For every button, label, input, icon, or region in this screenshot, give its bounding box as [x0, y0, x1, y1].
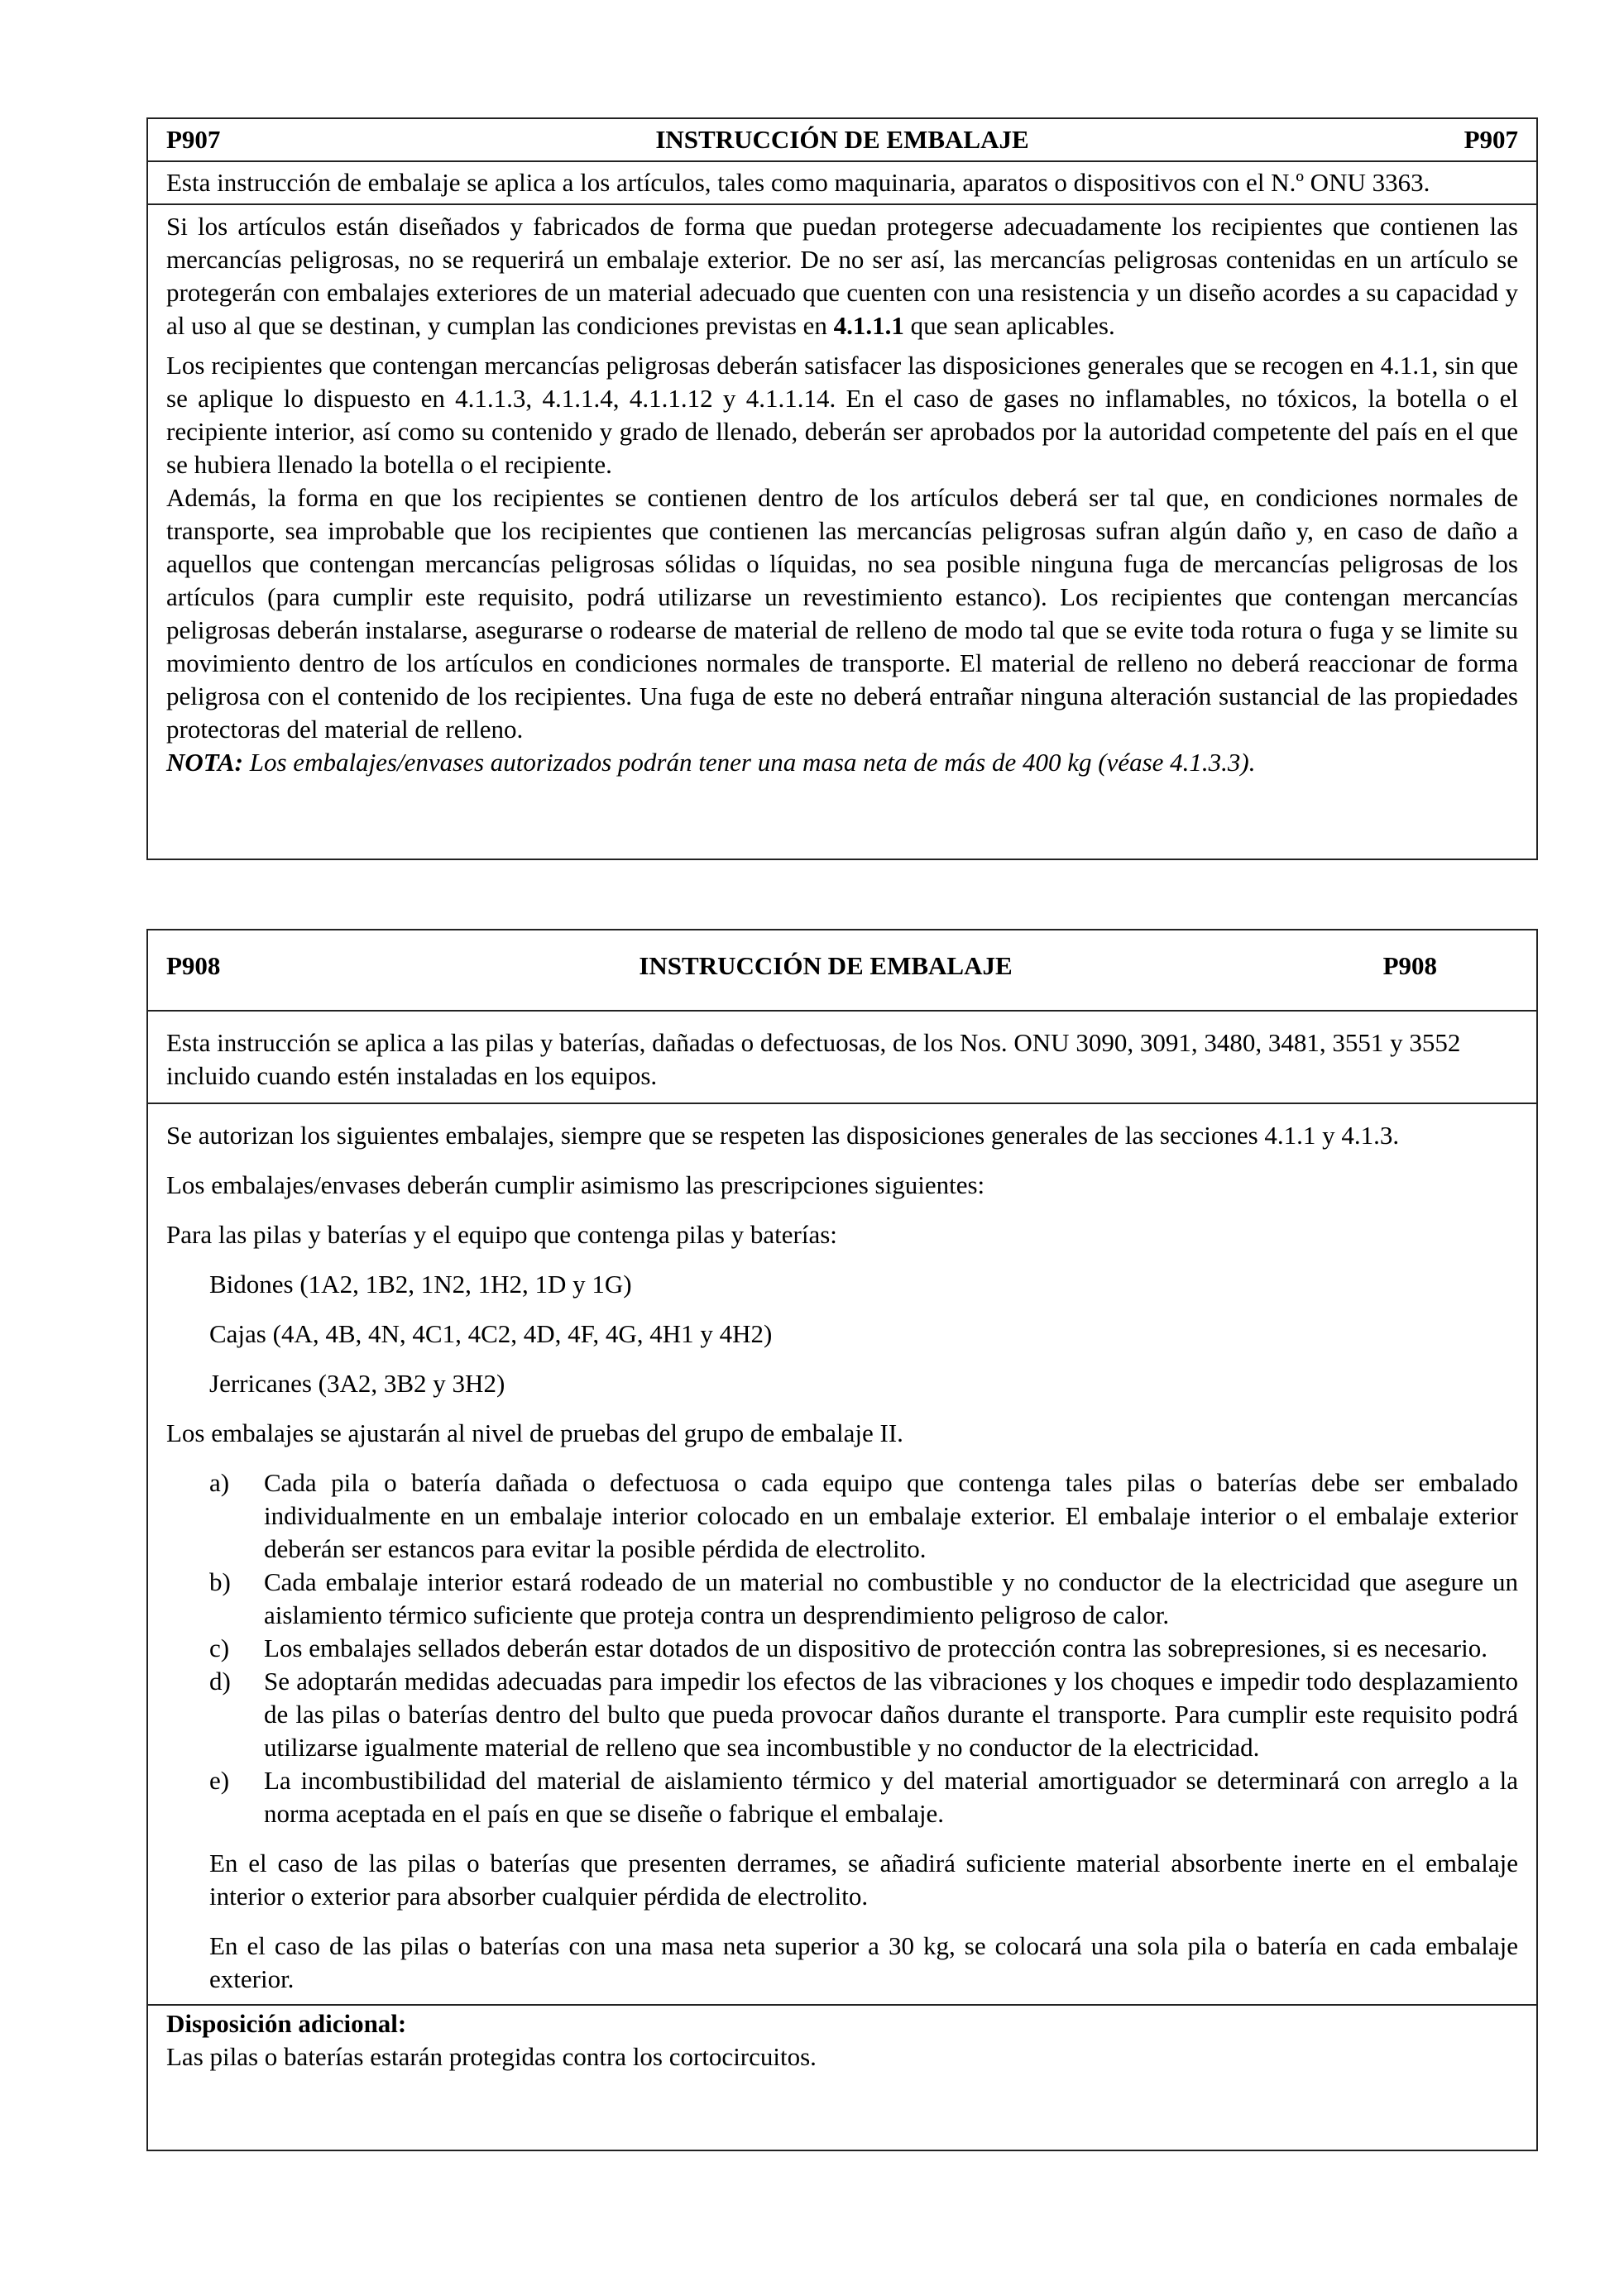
- p907-scope: Esta instrucción de embalaje se aplica a los artículos, tales como maquinaria, aparatos o dispositivos con el N.º ONU 3363.: [166, 168, 1430, 197]
- p908-scope-row: [148, 1010, 1536, 1103]
- list-item: [166, 1665, 1518, 1764]
- p908-extra2: En el caso de las pilas o baterías con una masa neta superior a 30 kg, se colocará una sola pila o batería en cada embalaje exterior.: [209, 1931, 1518, 1993]
- list-item: [166, 1566, 1518, 1632]
- p908-additional-label: Disposición adicional:: [166, 2009, 407, 2038]
- p907-code-left: P907: [166, 125, 221, 154]
- p908-line1: Se autorizan los siguientes embalajes, siempre que se respeten las disposiciones generales de las secciones 4.1.1 y 4.1.3.: [166, 1121, 1400, 1150]
- p907-para1-tail: que sean aplicables.: [903, 311, 1115, 340]
- p908-scope: Esta instrucción se aplica a las pilas y baterías, dañadas o defectuosas, de los Nos. ONU 3090, 3091, 3480, 3481, 3551 y 3552 incluido cuando estén instaladas en los equipos.: [166, 1028, 1461, 1090]
- p908-line3: Para las pilas y baterías y el equipo que contenga pilas y baterías:: [166, 1220, 837, 1249]
- p908-code-left: P908: [166, 951, 221, 980]
- p908-pkg-boxes: Cajas (4A, 4B, 4N, 4C1, 4C2, 4D, 4F, 4G, 4H1 y 4H2): [209, 1319, 773, 1348]
- p908-table: [146, 929, 1538, 2151]
- list-item-text: Los embalajes sellados deberán estar dotados de un dispositivo de protección contra las sobrepresiones, si es necesario.: [264, 1634, 1487, 1662]
- p907-body-row: [148, 203, 1536, 779]
- p907-para1: [166, 210, 1518, 342]
- list-item: [166, 1466, 1518, 1566]
- p908-line4: Los embalajes se ajustarán al nivel de pruebas del grupo de embalaje II.: [166, 1418, 903, 1447]
- p908-extra1: En el caso de las pilas o baterías que presenten derrames, se añadirá suficiente material absorbente inerte en el embalaje interior o exterior para absorber cualquier pérdida de electrolito.: [209, 1849, 1518, 1911]
- p908-line2: Los embalajes/envases deberán cumplir asimismo las prescripciones siguientes:: [166, 1170, 985, 1199]
- list-item-text: Se adoptarán medidas adecuadas para impedir los efectos de las vibraciones y los choques e impedir todo desplazamiento de las pilas o baterías dentro del bulto que pueda provocar daños durante el transporte. Para cumplir este requisito podrá utilizarse igualmente material de relleno que sea incombustible y no conductor de la electricidad.: [264, 1667, 1518, 1762]
- p907-para2: Los recipientes que contengan mercancías peligrosas deberán satisfacer las disposiciones generales que se recogen en 4.1.1, sin que se aplique lo dispuesto en 4.1.1.3, 4.1.1.4, 4.1.1.12 y 4.1.1.14. En el caso de gases no inflamables, no tóxicos, la botella o el recipiente interior, así como su contenido y grado de llenado, deberán ser aprobados por la autoridad competente del país en el que se hubiera llenado la botella o el recipiente.: [166, 351, 1518, 479]
- p908-pkg-jerricans: Jerricanes (3A2, 3B2 y 3H2): [209, 1369, 505, 1398]
- p907-scope-row: [148, 160, 1536, 203]
- list-item-marker: b): [209, 1567, 231, 1596]
- p908-pkg-drums: Bidones (1A2, 1B2, 1N2, 1H2, 1D y 1G): [209, 1270, 632, 1299]
- p908-requirements-list: [166, 1466, 1518, 1830]
- p907-para3: Además, la forma en que los recipientes se contienen dentro de los artículos deberá ser tal que, en condiciones normales de transporte, sea improbable que los recipientes que contienen las mercancías peligrosas sufran algún daño y, en caso de daño a aquellos que contengan mercancías peligrosas sólidas o líquidas, no sea posible ninguna fuga de mercancías peligrosas de los artículos (para cumplir este requisito, podrá utilizarse un revestimiento estanco). Los recipientes que contengan mercancías peligrosas deberán instalarse, asegurarse o rodearse de material de relleno de modo tal que se evite toda rotura o fuga y se limite su movimiento dentro de los artículos en condiciones normales de transporte. El material de relleno no deberá reaccionar de forma peligrosa con el contenido de los recipientes. Una fuga de este no deberá entrañar ninguna alteración sustancial de las propiedades protectoras del material de relleno.: [166, 483, 1518, 744]
- p907-note: [166, 746, 1518, 779]
- p907-title: INSTRUCCIÓN DE EMBALAJE: [655, 125, 1029, 154]
- p908-header: [148, 930, 1536, 1010]
- p908-additional-text: Las pilas o baterías estarán protegidas contra los cortocircuitos.: [166, 2042, 817, 2071]
- p907-header: [148, 119, 1536, 160]
- p907-note-text: Los embalajes/envases autorizados podrán tener una masa neta de más de 400 kg (véase 4.1.3.3).: [243, 748, 1256, 777]
- list-item-marker: d): [209, 1667, 231, 1696]
- p908-title: INSTRUCCIÓN DE EMBALAJE: [639, 951, 1013, 980]
- list-item: [166, 1632, 1518, 1665]
- p908-body-row: [148, 1103, 1536, 2004]
- p907-note-label: NOTA:: [166, 748, 243, 777]
- list-item-text: Cada pila o batería dañada o defectuosa o cada equipo que contenga tales pilas o baterías debe ser embalado individualmente en un embalaje interior colocado en un embalaje exterior. El embalaje interior o el embalaje exterior deberán ser estancos para evitar la posible pérdida de electrolito.: [264, 1468, 1518, 1563]
- p908-additional-row: [148, 2004, 1536, 2077]
- list-item: [166, 1764, 1518, 1830]
- p907-para1-ref: 4.1.1.1: [833, 311, 904, 340]
- list-item-marker: e): [209, 1766, 230, 1795]
- p907-para1-text: Si los artículos están diseñados y fabricados de forma que puedan protegerse adecuadamente los recipientes que contienen las mercancías peligrosas, no se requerirá un embalaje exterior. De no ser así, las mercancías peligrosas contenidas en un artículo se protegerán con embalajes exteriores de un material adecuado que cuenten con una resistencia y un diseño acordes a su capacidad y al uso al que se destinan, y cumplan las condiciones previstas en: [166, 212, 1518, 340]
- list-item-text: La incombustibilidad del material de aislamiento térmico y del material amortiguador se determinará con arreglo a la norma aceptada en el país en que se diseñe o fabrique el embalaje.: [264, 1766, 1518, 1828]
- p907-code-right: P907: [1464, 125, 1518, 154]
- p908-code-right: P908: [1382, 951, 1437, 980]
- list-item-marker: c): [209, 1634, 230, 1662]
- list-item-marker: a): [209, 1468, 230, 1497]
- list-item-text: Cada embalaje interior estará rodeado de un material no combustible y no conductor de la electricidad que asegure un aislamiento térmico suficiente que proteja contra un desprendimiento peligroso de calor.: [264, 1567, 1518, 1629]
- p907-table: [146, 117, 1538, 860]
